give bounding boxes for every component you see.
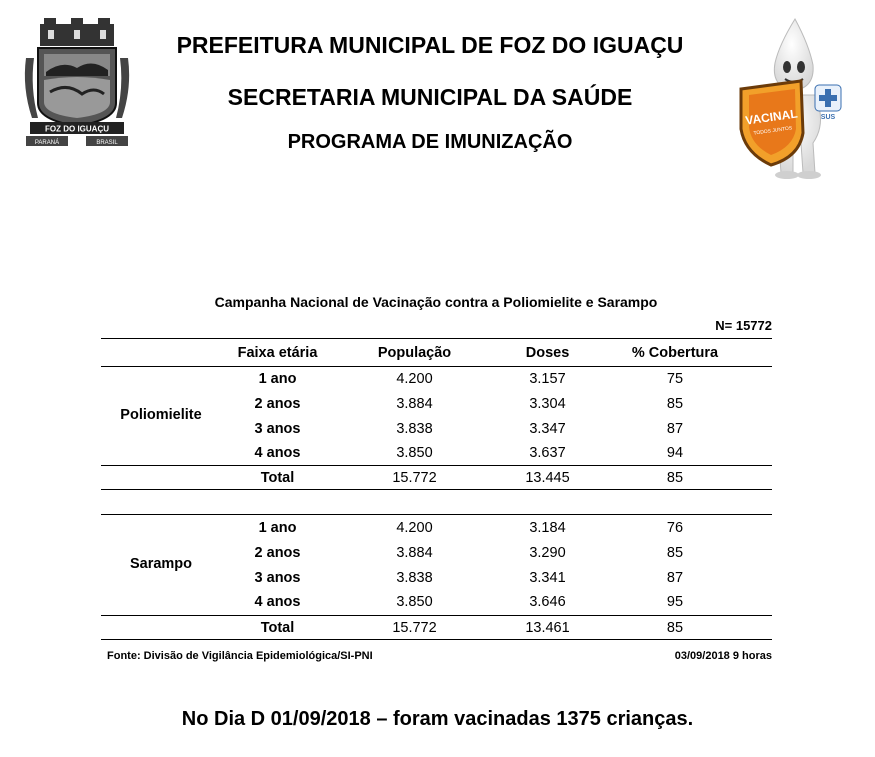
- sarampo-start-rule: [101, 514, 772, 515]
- n-total-label: N= 15772: [715, 318, 772, 333]
- shield-subtext: TODOS JUNTOS: [753, 125, 793, 137]
- table-top-rule: [101, 338, 772, 339]
- sarampo-row-4-faixa: 4 anos: [254, 594, 301, 610]
- polio-total-populacao: 15.772: [392, 470, 437, 486]
- sarampo-row-2-doses: 3.290: [529, 545, 566, 561]
- polio-row-3-cobertura: 87: [666, 421, 684, 437]
- polio-row-3-populacao: 3.838: [396, 421, 433, 437]
- polio-row-2-populacao: 3.884: [396, 396, 433, 412]
- sarampo-row-1-cobertura: 76: [666, 520, 684, 536]
- shield-text: VACINAL: [744, 106, 799, 128]
- sarampo-row-4-doses: 3.646: [529, 594, 566, 610]
- col-header-doses: Doses: [525, 345, 570, 361]
- sarampo-row-3-doses: 3.341: [529, 570, 566, 586]
- sarampo-row-4-populacao: 3.850: [396, 594, 433, 610]
- col-header-populacao: População: [377, 345, 452, 361]
- polio-row-4-doses: 3.637: [529, 445, 566, 461]
- sarampo-total-cobertura: 85: [666, 620, 684, 636]
- table-bottom-rule: [101, 639, 772, 640]
- polio-total-rule: [101, 465, 772, 466]
- polio-row-4-populacao: 3.850: [396, 445, 433, 461]
- table-title: Campanha Nacional de Vacinação contra a Poliomielite e Sarampo: [214, 294, 658, 310]
- polio-row-2-cobertura: 85: [666, 396, 684, 412]
- sarampo-total-populacao: 15.772: [392, 620, 437, 636]
- polio-row-1-doses: 3.157: [529, 371, 566, 387]
- group-label-sarampo: Sarampo: [129, 556, 193, 572]
- crest-banner-text: FOZ DO IGUAÇU: [45, 124, 109, 134]
- header-secretaria: SECRETARIA MUNICIPAL DA SAÚDE: [227, 84, 633, 110]
- sarampo-row-2-cobertura: 85: [666, 545, 684, 561]
- sarampo-total-rule: [101, 615, 772, 616]
- table-timestamp: 03/09/2018 9 horas: [674, 650, 772, 662]
- polio-end-rule: [101, 489, 772, 490]
- table-source: Fonte: Divisão de Vigilância Epidemiológica/SI-PNI: [107, 650, 373, 662]
- polio-row-1-cobertura: 75: [666, 371, 684, 387]
- polio-total-cobertura: 85: [666, 470, 684, 486]
- polio-row-1-populacao: 4.200: [396, 371, 433, 387]
- sarampo-row-4-cobertura: 95: [666, 594, 684, 610]
- polio-row-1-faixa: 1 ano: [258, 371, 297, 387]
- sarampo-row-1-populacao: 4.200: [396, 520, 433, 536]
- polio-total-doses: 13.445: [525, 470, 570, 486]
- sarampo-row-3-cobertura: 87: [666, 570, 684, 586]
- polio-row-2-faixa: 2 anos: [254, 396, 301, 412]
- sarampo-row-1-doses: 3.184: [529, 520, 566, 536]
- vaccination-mascot-image: [735, 15, 855, 180]
- sarampo-row-1-faixa: 1 ano: [258, 520, 297, 536]
- polio-row-4-cobertura: 94: [666, 445, 684, 461]
- city-crest-logo: [22, 18, 132, 148]
- crest-right-scroll: BRASIL: [96, 140, 118, 146]
- sarampo-row-3-populacao: 3.838: [396, 570, 433, 586]
- group-label-poliomielite: Poliomielite: [120, 407, 202, 423]
- header-bottom-rule: [101, 366, 772, 367]
- sarampo-row-2-faixa: 2 anos: [254, 545, 301, 561]
- polio-row-4-faixa: 4 anos: [254, 445, 301, 461]
- sarampo-row-3-faixa: 3 anos: [254, 570, 301, 586]
- col-header-cobertura: % Cobertura: [631, 345, 719, 361]
- sarampo-total-doses: 13.461: [525, 620, 570, 636]
- sarampo-row-2-populacao: 3.884: [396, 545, 433, 561]
- crest-left-scroll: PARANÁ: [34, 140, 60, 146]
- footer-summary: No Dia D 01/09/2018 – foram vacinadas 1375 crianças.: [181, 708, 694, 730]
- polio-row-3-faixa: 3 anos: [254, 421, 301, 437]
- col-header-faixa: Faixa etária: [237, 345, 318, 361]
- polio-row-3-doses: 3.347: [529, 421, 566, 437]
- sarampo-total-label: Total: [260, 620, 295, 636]
- header-prefeitura: PREFEITURA MUNICIPAL DE FOZ DO IGUAÇU: [176, 32, 684, 58]
- polio-total-label: Total: [260, 470, 295, 486]
- sus-badge-text: SUS: [820, 114, 836, 121]
- polio-row-2-doses: 3.304: [529, 396, 566, 412]
- header-programa: PROGRAMA DE IMUNIZAÇÃO: [287, 131, 573, 153]
